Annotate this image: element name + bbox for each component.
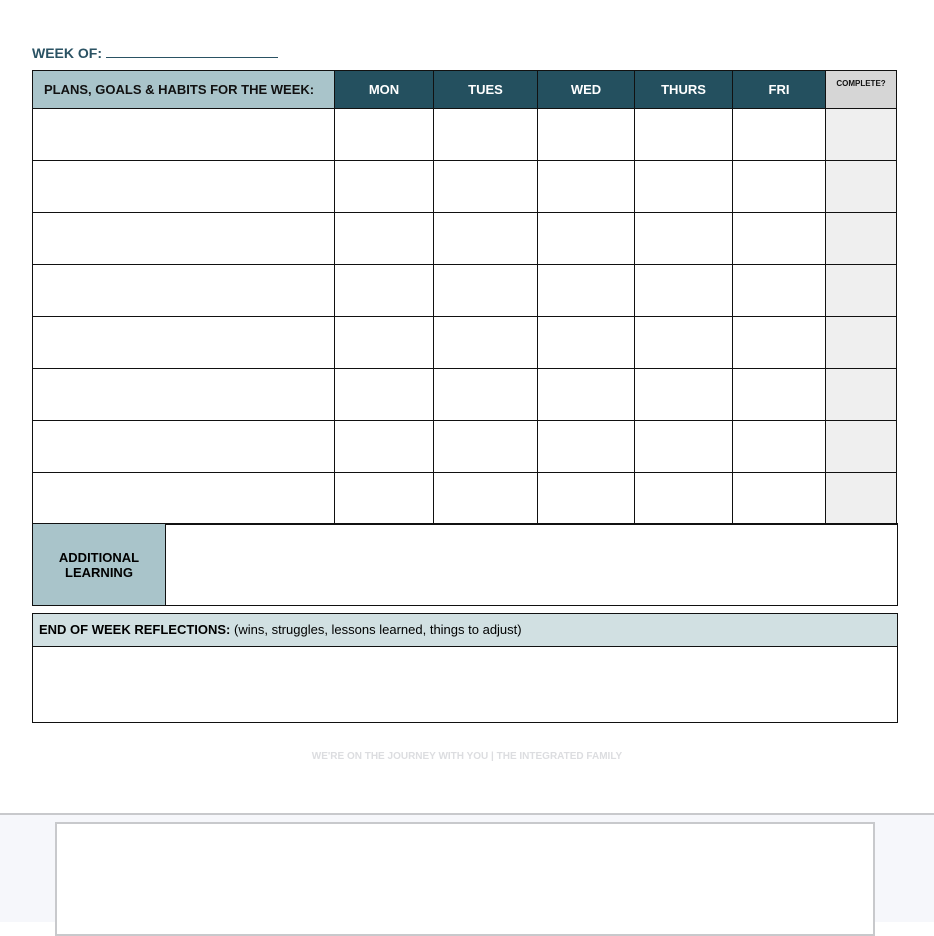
thurs-cell[interactable]: [635, 369, 733, 421]
wed-cell[interactable]: [538, 265, 635, 317]
goal-cell[interactable]: [33, 109, 335, 161]
wed-cell[interactable]: [538, 317, 635, 369]
plan-row: [33, 473, 897, 525]
plan-row: [33, 421, 897, 473]
complete-cell[interactable]: [826, 265, 897, 317]
week-of-label: WEEK OF:: [32, 45, 102, 61]
complete-cell[interactable]: [826, 473, 897, 525]
plan-row: [33, 369, 897, 421]
complete-cell[interactable]: [826, 161, 897, 213]
tues-cell[interactable]: [434, 213, 538, 265]
mon-cell[interactable]: [335, 161, 434, 213]
thurs-cell[interactable]: [635, 473, 733, 525]
wed-cell[interactable]: [538, 109, 635, 161]
day-header-thurs: THURS: [635, 71, 733, 109]
wed-cell[interactable]: [538, 213, 635, 265]
complete-cell[interactable]: [826, 421, 897, 473]
plan-row: [33, 213, 897, 265]
plan-row: [33, 161, 897, 213]
mon-cell[interactable]: [335, 213, 434, 265]
complete-cell[interactable]: [826, 369, 897, 421]
mon-cell[interactable]: [335, 421, 434, 473]
tues-cell[interactable]: [434, 317, 538, 369]
fri-cell[interactable]: [733, 473, 826, 525]
goals-header: PLANS, GOALS & HABITS FOR THE WEEK:: [33, 71, 335, 109]
tues-cell[interactable]: [434, 473, 538, 525]
tues-cell[interactable]: [434, 109, 538, 161]
additional-learning-label: ADDITIONAL LEARNING: [33, 524, 166, 605]
fri-cell[interactable]: [733, 317, 826, 369]
week-of-field: [32, 45, 278, 61]
goal-cell[interactable]: [33, 369, 335, 421]
additional-learning-section: [32, 523, 898, 606]
tues-cell[interactable]: [434, 421, 538, 473]
fri-cell[interactable]: [733, 421, 826, 473]
week-of-input-line[interactable]: [106, 45, 278, 58]
tues-cell[interactable]: [434, 265, 538, 317]
thurs-cell[interactable]: [635, 109, 733, 161]
thurs-cell[interactable]: [635, 317, 733, 369]
goal-cell[interactable]: [33, 317, 335, 369]
plan-row: [33, 109, 897, 161]
complete-cell[interactable]: [826, 213, 897, 265]
day-header-mon: MON: [335, 71, 434, 109]
fri-cell[interactable]: [733, 161, 826, 213]
wed-cell[interactable]: [538, 473, 635, 525]
reflections-label: END OF WEEK REFLECTIONS:: [39, 622, 231, 637]
complete-cell[interactable]: [826, 317, 897, 369]
goal-cell[interactable]: [33, 265, 335, 317]
additional-learning-field[interactable]: [166, 524, 897, 605]
next-page: [55, 822, 875, 936]
plan-row: [33, 265, 897, 317]
mon-cell[interactable]: [335, 317, 434, 369]
goal-cell[interactable]: [33, 213, 335, 265]
wed-cell[interactable]: [538, 421, 635, 473]
goal-cell[interactable]: [33, 421, 335, 473]
footer-text: WE'RE ON THE JOURNEY WITH YOU | THE INTEGRATED FAMILY: [311, 751, 623, 762]
mon-cell[interactable]: [335, 109, 434, 161]
mon-cell[interactable]: [335, 473, 434, 525]
tues-cell[interactable]: [434, 369, 538, 421]
day-header-fri: FRI: [733, 71, 826, 109]
tues-cell[interactable]: [434, 161, 538, 213]
wed-cell[interactable]: [538, 161, 635, 213]
day-header-wed: WED: [538, 71, 635, 109]
fri-cell[interactable]: [733, 213, 826, 265]
day-header-tues: TUES: [434, 71, 538, 109]
reflections-section: [32, 613, 898, 723]
reflections-header: [33, 614, 897, 647]
complete-header: COMPLETE?: [826, 71, 897, 109]
wed-cell[interactable]: [538, 369, 635, 421]
goal-cell[interactable]: [33, 161, 335, 213]
reflections-hint: (wins, struggles, lessons learned, things to adjust): [234, 622, 522, 637]
mon-cell[interactable]: [335, 369, 434, 421]
weekly-plan-table: [32, 70, 897, 525]
reflections-field[interactable]: [33, 647, 897, 722]
fri-cell[interactable]: [733, 265, 826, 317]
fri-cell[interactable]: [733, 109, 826, 161]
fri-cell[interactable]: [733, 369, 826, 421]
thurs-cell[interactable]: [635, 161, 733, 213]
mon-cell[interactable]: [335, 265, 434, 317]
complete-cell[interactable]: [826, 109, 897, 161]
goal-cell[interactable]: [33, 473, 335, 525]
thurs-cell[interactable]: [635, 421, 733, 473]
thurs-cell[interactable]: [635, 265, 733, 317]
plan-row: [33, 317, 897, 369]
thurs-cell[interactable]: [635, 213, 733, 265]
